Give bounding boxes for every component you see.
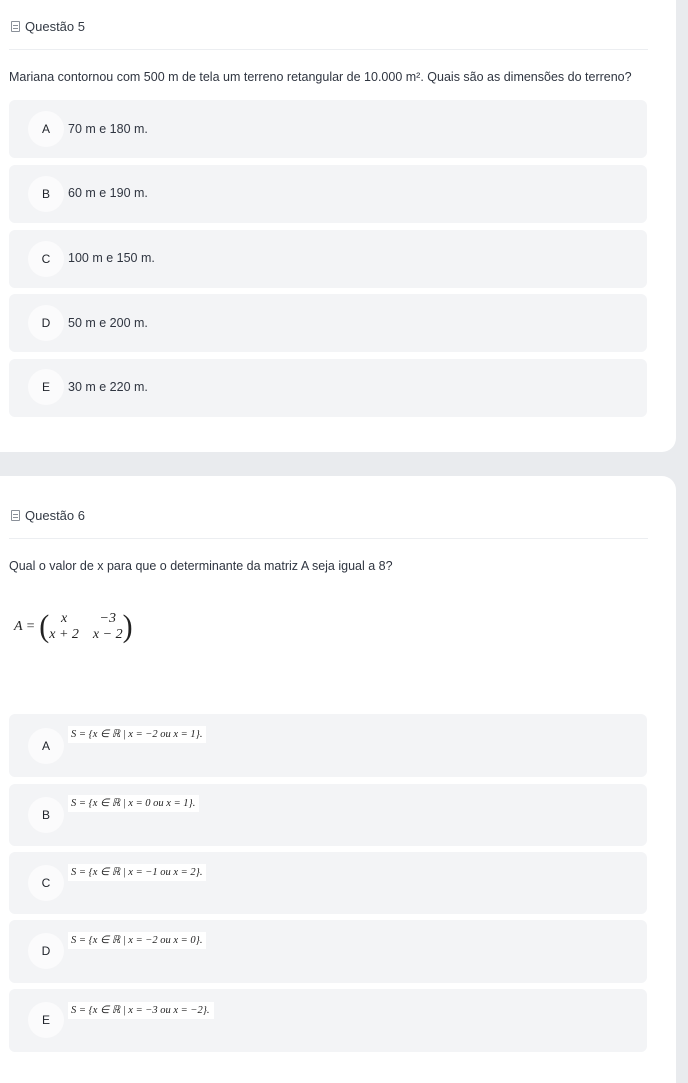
divider [9, 538, 648, 539]
option-text: 60 m e 190 m. [68, 186, 148, 200]
option-e[interactable] [9, 989, 647, 1052]
document-icon [11, 510, 20, 521]
option-d[interactable] [9, 920, 647, 983]
option-letter: A [28, 111, 64, 147]
option-letter: C [28, 865, 64, 901]
option-a[interactable] [9, 100, 647, 158]
question-6-text: Qual o valor de x para que o determinante da matriz A seja igual a 8? [9, 559, 393, 573]
option-letter: B [28, 176, 64, 212]
question-6-header [11, 508, 85, 523]
option-letter: B [28, 797, 64, 833]
option-letter: D [28, 933, 64, 969]
option-e[interactable] [9, 359, 647, 417]
question-5-card [0, 0, 676, 452]
option-d[interactable] [9, 294, 647, 352]
option-c[interactable] [9, 852, 647, 914]
option-text: 50 m e 200 m. [68, 316, 148, 330]
option-letter: D [28, 305, 64, 341]
right-paren: ) [122, 609, 133, 644]
question-5-header [11, 19, 85, 34]
matrix-a22: x − 2 [92, 627, 123, 642]
option-letter: A [28, 728, 64, 764]
matrix-a21: x + 2 [49, 627, 79, 642]
option-formula: S = {x ∈ ℝ | x = 0 ou x = 1}. [68, 795, 199, 812]
matrix-a [14, 611, 133, 643]
option-c[interactable] [9, 230, 647, 288]
question-6-title: Questão 6 [25, 508, 85, 523]
matrix-a12: −3 [99, 611, 116, 626]
question-5-title: Questão 5 [25, 19, 85, 34]
option-formula: S = {x ∈ ℝ | x = −2 ou x = 1}. [68, 726, 206, 743]
matrix-lhs: A = [14, 619, 36, 634]
option-formula: S = {x ∈ ℝ | x = −3 ou x = −2}. [68, 1002, 214, 1019]
option-text: 70 m e 180 m. [68, 122, 148, 136]
option-letter: C [28, 241, 64, 277]
option-formula: S = {x ∈ ℝ | x = −1 ou x = 2}. [68, 864, 206, 881]
option-letter: E [28, 369, 64, 405]
option-text: 100 m e 150 m. [68, 251, 155, 265]
question-5-text: Mariana contornou com 500 m de tela um terreno retangular de 10.000 m². Quais são as dimensões do terreno? [9, 70, 632, 84]
option-formula: S = {x ∈ ℝ | x = −2 ou x = 0}. [68, 932, 206, 949]
left-paren: ( [39, 609, 50, 644]
matrix-grid [49, 611, 122, 643]
option-letter: E [28, 1002, 64, 1038]
matrix-a11: x [60, 611, 68, 626]
option-text: 30 m e 220 m. [68, 380, 148, 394]
option-b[interactable] [9, 165, 647, 223]
option-a[interactable] [9, 714, 647, 777]
divider [9, 49, 648, 50]
option-b[interactable] [9, 784, 647, 846]
document-icon [11, 21, 20, 32]
